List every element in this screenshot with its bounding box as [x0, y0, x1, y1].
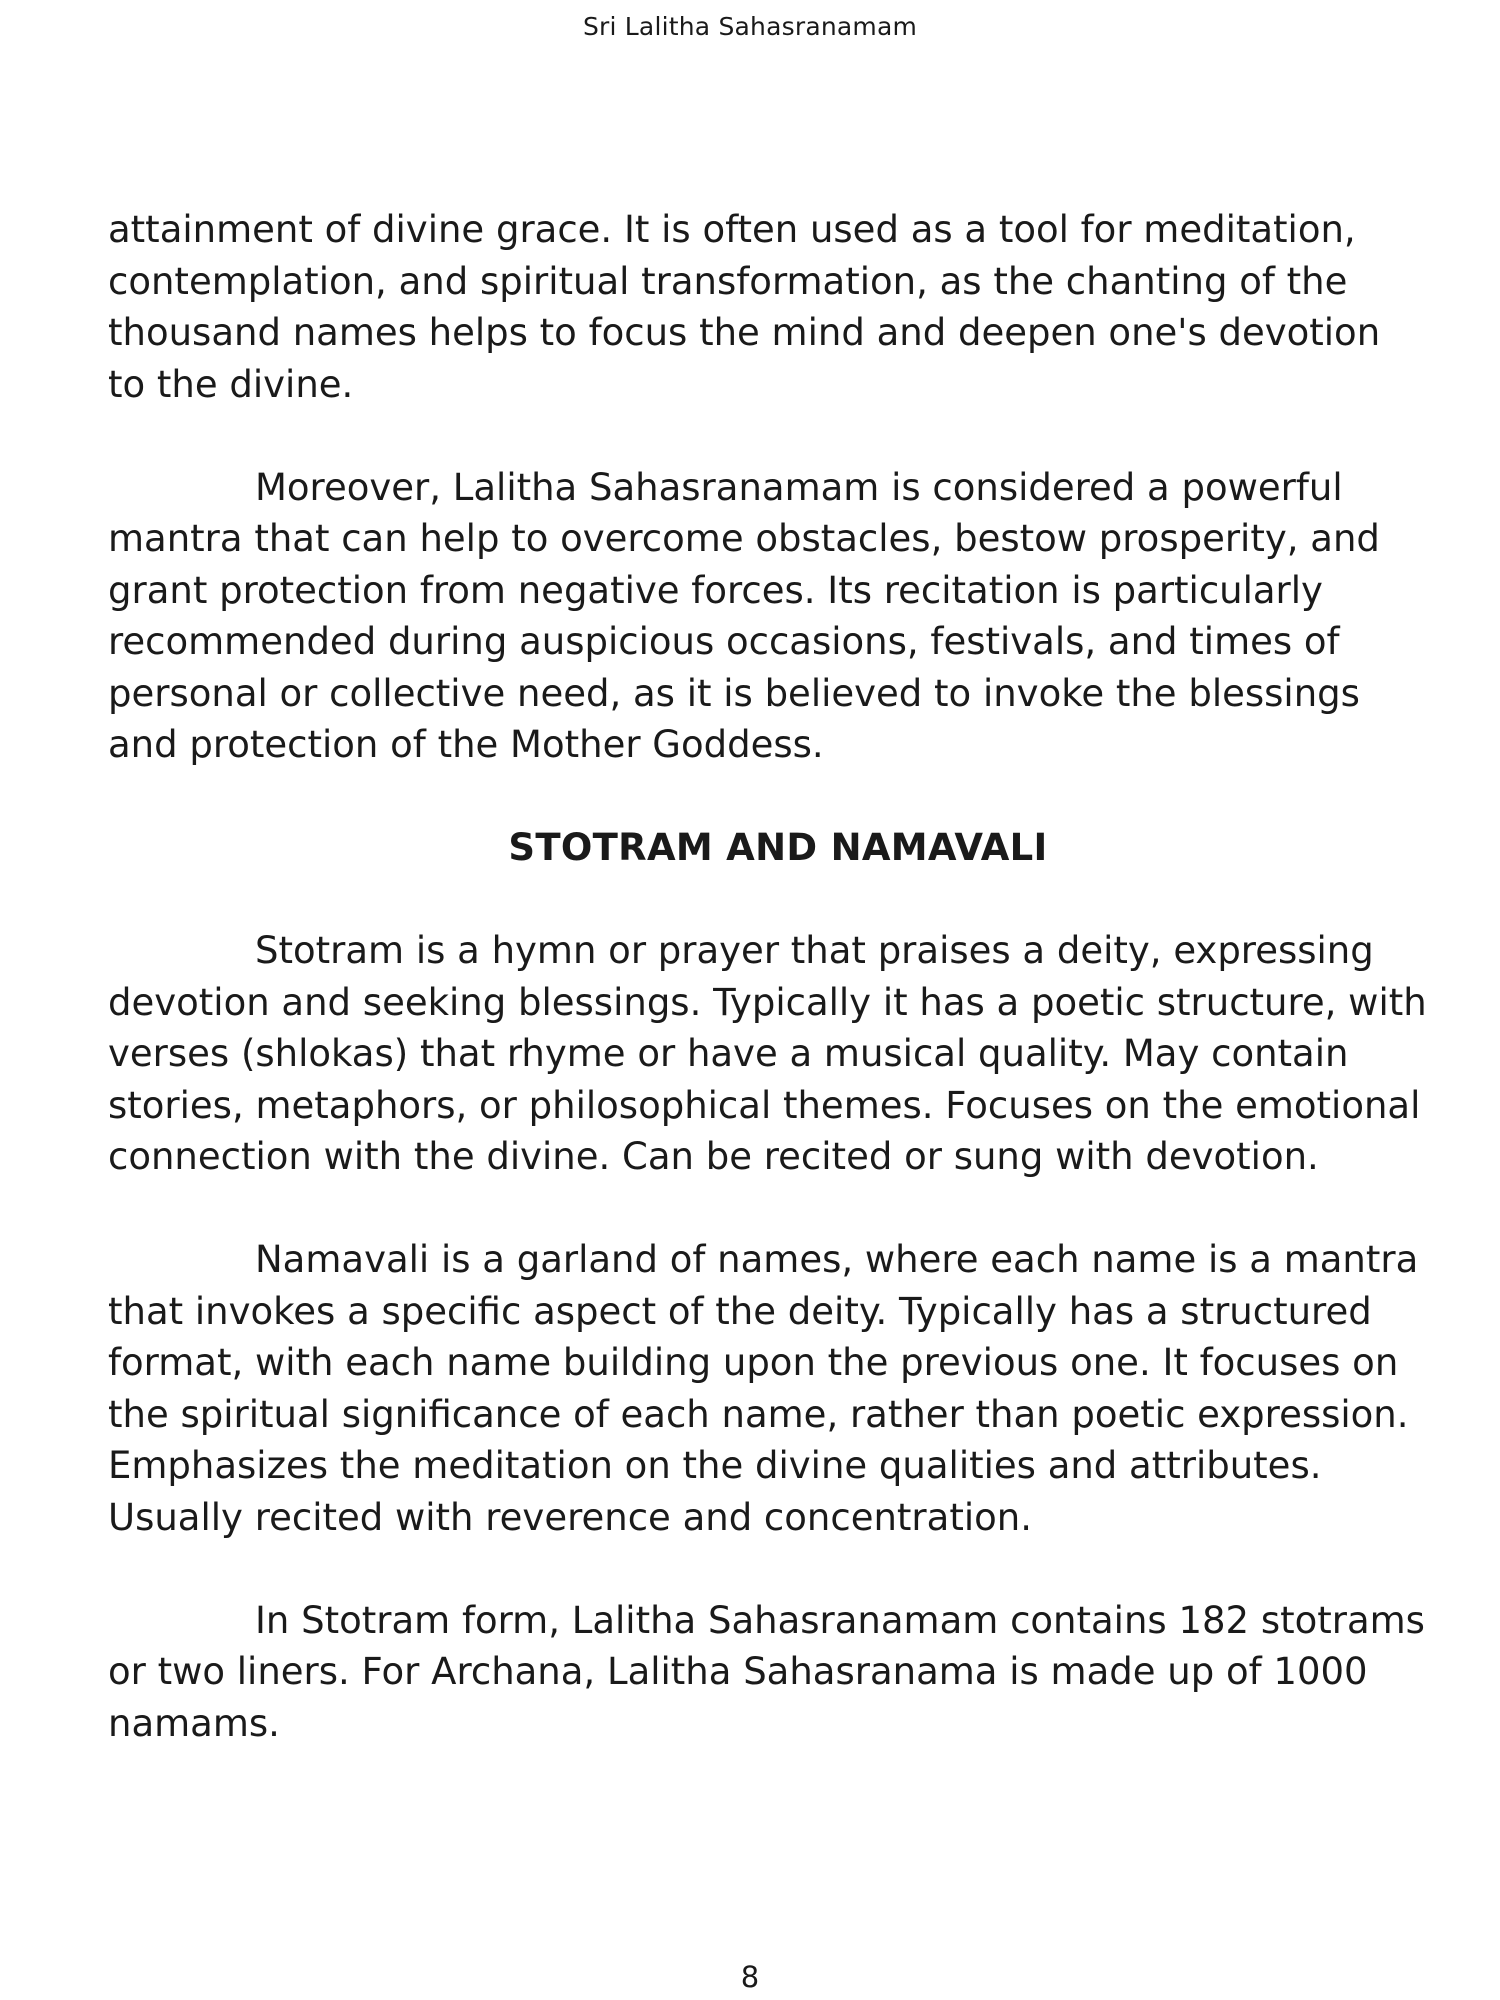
body-text	[108, 204, 1428, 1801]
section-heading: STOTRAM AND NAMAVALI	[508, 826, 1048, 869]
paragraph-moreover: Moreover, Lalitha Sahasranamam is considered a powerful mantra that can help to overcome obstacles, bestow prosperity, and grant protection from negative forces. Its recitation is particularly recommended during auspicious occasions, festivals, and times of personal or collective need, as it is believed to invoke the blessings and protection of the Mother Goddess.	[108, 465, 1380, 766]
paragraph-stotram: Stotram is a hymn or prayer that praises a deity, expressing devotion and seeking blessings. Typically it has a poetic structure, with verses (shlokas) that rhyme or have a musical quality. May contain stories, metaphors, or philosophical themes. Focuses on the emotional connection with the divine. Can be recited or sung with devotion.	[108, 929, 1427, 1178]
paragraph-stotram-form: In Stotram form, Lalitha Sahasranamam contains 182 stotrams or two liners. For Archana, Lalitha Sahasranama is made up of 1000 namams.	[108, 1598, 1425, 1745]
paragraph-continuation: attainment of divine grace. It is often used as a tool for meditation, contemplation, and spiritual transformation, as the chanting of the thousand names helps to focus the mind and deepen one's devotion to the divine.	[108, 208, 1381, 406]
paragraph-namavali: Namavali is a garland of names, where each name is a mantra that invokes a specific aspect of the deity. Typically has a structured format, with each name building upon the previous one. It focuses on the spiritual significance of each name, rather than poetic expression. Emphasizes the meditation on the divine qualities and attributes. Usually recited with reverence and concentration.	[108, 1238, 1419, 1539]
running-header: Sri Lalitha Sahasranamam	[582, 12, 918, 41]
page-number: 8	[740, 1960, 760, 1994]
